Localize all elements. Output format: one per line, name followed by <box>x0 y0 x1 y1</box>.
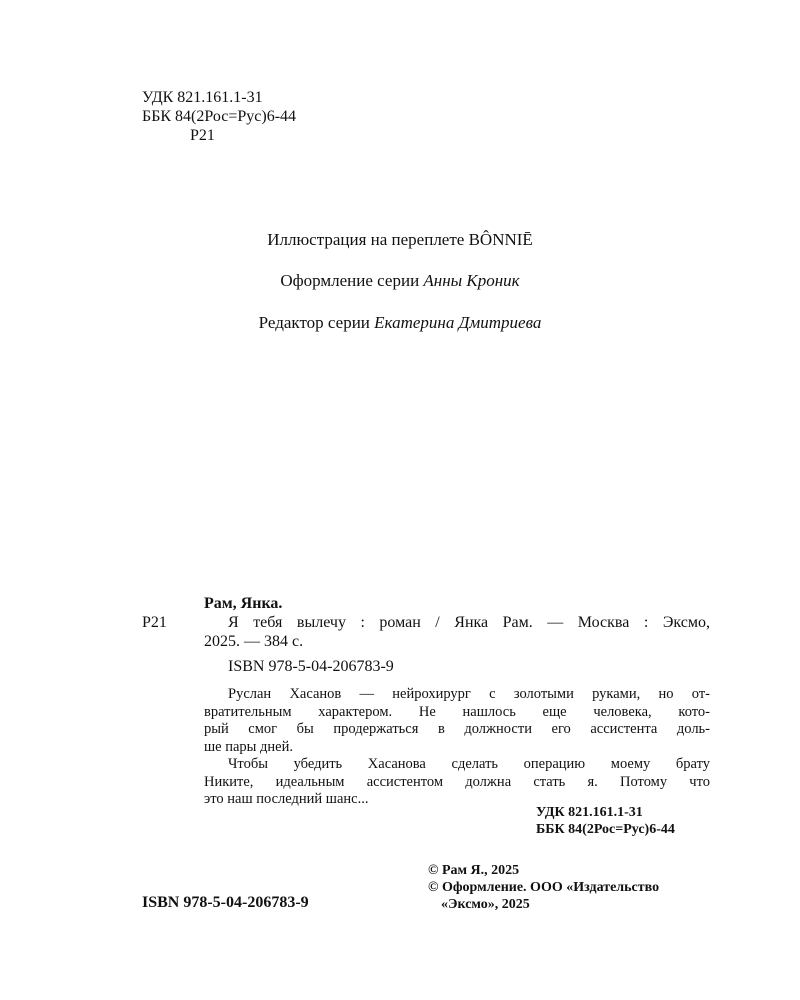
annotation-line: это наш последний шанс... <box>204 791 369 807</box>
catalog-annotation <box>204 686 710 809</box>
description-line: 2025. — 384 с. <box>204 633 304 650</box>
series-design-name: Анны Кроник <box>423 271 520 290</box>
copyright-design-line1: © Оформление. ООО «Издательство <box>428 880 660 895</box>
series-design-credit <box>0 271 800 291</box>
catalog-bbk: ББК 84(2Рос=Рус)6-44 <box>536 822 675 837</box>
annotation-line: вратительным характером. Не нашлось еще человека, кото- <box>204 703 710 720</box>
author-mark: Р21 <box>190 127 215 144</box>
description-line: Я тебя вылечу : роман / Янка Рам. — Москва : Эксмо, <box>228 614 710 631</box>
copyright-author: © Рам Я., 2025 <box>428 863 520 878</box>
annotation-line: ше пары дней. <box>204 738 293 755</box>
illustration-credit <box>0 230 800 250</box>
annotation-line: Никите, идеальным ассистентом должна стать я. Потому что <box>204 773 710 790</box>
series-editor-prefix: Редактор серии <box>258 313 370 332</box>
annotation-line: рый смог бы продержаться в должности его ассистента доль- <box>204 721 710 737</box>
series-editor-credit <box>0 313 800 333</box>
series-editor-name: Екатерина Дмитриева <box>374 313 542 332</box>
annotation-line: Руслан Хасанов — нейрохирург с золотыми руками, но от- <box>228 686 710 702</box>
udk-code: УДК 821.161.1-31 <box>142 89 263 106</box>
copyright-design-line2: «Эксмо», 2025 <box>441 897 530 912</box>
catalog-description <box>204 613 710 651</box>
bbk-code: ББК 84(2Рос=Рус)6-44 <box>142 108 297 125</box>
series-design-prefix: Оформление серии <box>280 271 420 290</box>
footer-isbn: ISBN 978-5-04-206783-9 <box>142 894 309 911</box>
catalog-author-mark: Р21 <box>142 614 167 631</box>
annotation-line: Чтобы убедить Хасанова сделать операцию моему брату <box>228 756 710 772</box>
catalog-author-heading: Рам, Янка. <box>204 595 283 612</box>
catalog-isbn: ISBN 978-5-04-206783-9 <box>228 658 394 675</box>
illustration-credit-name: BÔNNIĒ <box>468 230 533 249</box>
illustration-credit-prefix: Иллюстрация на переплете <box>267 230 465 249</box>
catalog-udk: УДК 821.161.1-31 <box>536 805 643 820</box>
